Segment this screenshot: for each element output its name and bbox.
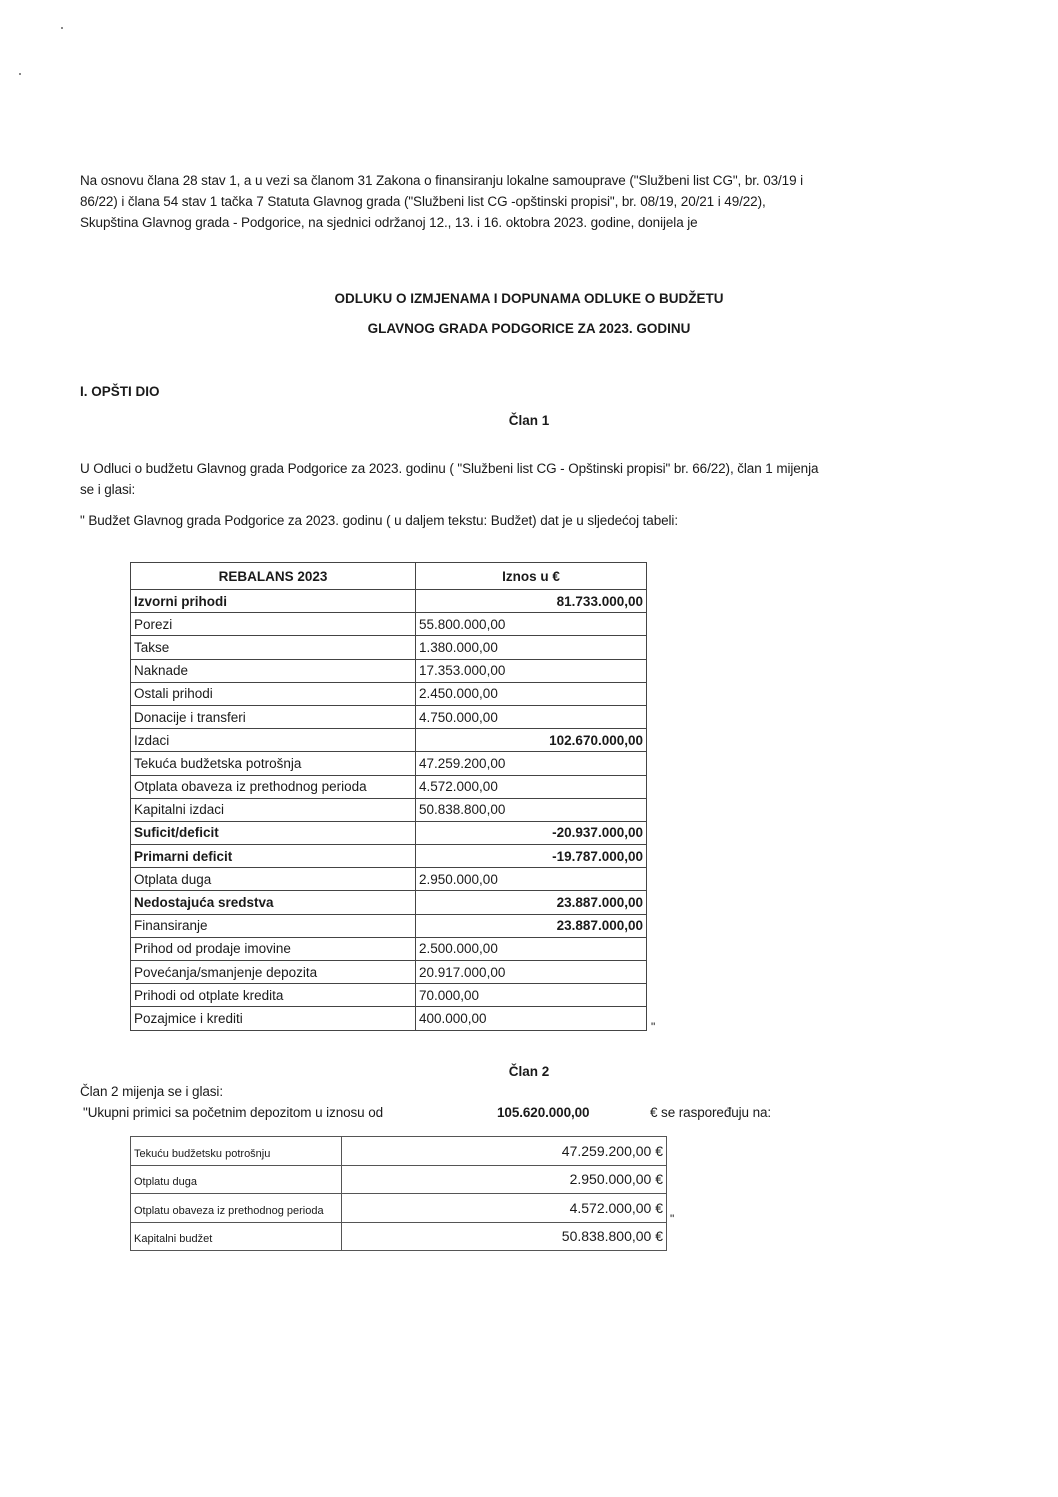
budget-table-row: [131, 752, 647, 775]
article2-amount: 105.620.000,00: [497, 1105, 590, 1120]
row-amount: 23.887.000,00: [416, 914, 647, 937]
row-amount: -19.787.000,00: [416, 845, 647, 868]
row-label: Naknade: [131, 659, 416, 682]
column-header-rebalans: REBALANS 2023: [131, 563, 416, 590]
article1-text-line: se i glasi:: [80, 482, 136, 497]
preamble-line: 86/22) i člana 54 stav 1 tačka 7 Statuta Glavnog grada ("Službeni list CG -opštinski propisi", br. 08/19, 20/21 i 49/22),: [80, 194, 766, 209]
document-title-line2: GLAVNOG GRADA PODGORICE ZA 2023. GODINU: [367, 321, 691, 336]
budget-table-row: [131, 961, 647, 984]
budget-table-row: [131, 914, 647, 937]
row-amount: 50.838.800,00: [416, 798, 647, 821]
row-amount: 400.000,00: [416, 1007, 647, 1030]
row-label: Donacije i transferi: [131, 705, 416, 728]
row-amount: 4.572.000,00: [416, 775, 647, 798]
budget-table-row: [131, 845, 647, 868]
row-amount: 102.670.000,00: [416, 729, 647, 752]
budget-table-row: [131, 705, 647, 728]
row-label: Izdaci: [131, 729, 416, 752]
preamble: [80, 170, 803, 233]
column-header-iznos: Iznos u €: [416, 563, 647, 590]
row-label: Pozajmice i krediti: [131, 1007, 416, 1030]
row-amount: 20.917.000,00: [416, 961, 647, 984]
row-label: Otplata obaveza iz prethodnog perioda: [131, 775, 416, 798]
article1-heading: Član 1: [508, 413, 550, 428]
budget-table-row: [131, 729, 647, 752]
budget-table-row: [131, 937, 647, 960]
row-label: Takse: [131, 636, 416, 659]
article1-text: [80, 458, 818, 500]
article2-text-line1: Član 2 mijenja se i glasi:: [80, 1084, 223, 1099]
row-label: Primarni deficit: [131, 845, 416, 868]
allocation-table-row: [131, 1194, 667, 1223]
scan-speck: [61, 27, 63, 29]
row-amount: 2.450.000,00: [416, 682, 647, 705]
row-amount: -20.937.000,00: [416, 821, 647, 844]
allocation-table-row: [131, 1222, 667, 1251]
article1-text-line: U Odluci o budžetu Glavnog grada Podgorice za 2023. godinu ( "Službeni list CG - Opštinski propisi" br. 66/22), član 1 mijenja: [80, 461, 819, 476]
allocation-label: Otplatu obaveza iz prethodnog perioda: [131, 1194, 342, 1223]
budget-table-row: [131, 659, 647, 682]
article2-text-line2-end: € se raspoređuju na:: [650, 1105, 772, 1120]
budget-table-row: [131, 590, 647, 613]
row-label: Porezi: [131, 613, 416, 636]
budget-table-header: [131, 563, 647, 590]
row-label: Ostali prihodi: [131, 682, 416, 705]
budget-table-row: [131, 821, 647, 844]
budget-table-row: [131, 891, 647, 914]
row-amount: 23.887.000,00: [416, 891, 647, 914]
row-label: Suficit/deficit: [131, 821, 416, 844]
budget-table-row: [131, 775, 647, 798]
row-label: Izvorni prihodi: [131, 590, 416, 613]
row-amount: 81.733.000,00: [416, 590, 647, 613]
allocation-amount: 47.259.200,00 €: [342, 1137, 667, 1166]
row-label: Prihodi od otplate kredita: [131, 984, 416, 1007]
allocation-table: [130, 1136, 667, 1251]
allocation-amount: 50.838.800,00 €: [342, 1222, 667, 1251]
allocation-amount: 2.950.000,00 €: [342, 1165, 667, 1194]
row-amount: 2.500.000,00: [416, 937, 647, 960]
scan-speck: [19, 73, 21, 75]
budget-table-row: [131, 613, 647, 636]
allocation-table-row: [131, 1165, 667, 1194]
row-label: Povećanja/smanjenje depozita: [131, 961, 416, 984]
row-amount: 55.800.000,00: [416, 613, 647, 636]
budget-table-row: [131, 1007, 647, 1030]
row-label: Prihod od prodaje imovine: [131, 937, 416, 960]
row-amount: 4.750.000,00: [416, 705, 647, 728]
section-heading: I. OPŠTI DIO: [80, 384, 160, 399]
row-label: Otplata duga: [131, 868, 416, 891]
allocation-label: Kapitalni budžet: [131, 1222, 342, 1251]
row-label: Kapitalni izdaci: [131, 798, 416, 821]
row-amount: 17.353.000,00: [416, 659, 647, 682]
article2-text-line2-start: "Ukupni primici sa početnim depozitom u iznosu od: [83, 1105, 384, 1120]
closing-quote: ": [670, 1212, 675, 1226]
row-amount: 1.380.000,00: [416, 636, 647, 659]
article1-intro: " Budžet Glavnog grada Podgorice za 2023. godinu ( u daljem tekstu: Budžet) dat je u sljedećoj tabeli:: [80, 513, 678, 528]
row-label: Nedostajuća sredstva: [131, 891, 416, 914]
row-amount: 70.000,00: [416, 984, 647, 1007]
row-amount: 2.950.000,00: [416, 868, 647, 891]
budget-table-row: [131, 798, 647, 821]
article2-heading: Član 2: [508, 1064, 550, 1079]
budget-table-row: [131, 636, 647, 659]
preamble-line: Skupština Glavnog grada - Podgorice, na sjednici održanoj 12., 13. i 16. oktobra 2023. godine, donijela je: [80, 215, 698, 230]
allocation-label: Tekuću budžetsku potrošnju: [131, 1137, 342, 1166]
budget-table: [130, 562, 647, 1031]
document-title-line1: ODLUKU O IZMJENAMA I DOPUNAMA ODLUKE O BUDŽETU: [334, 291, 724, 306]
preamble-line: Na osnovu člana 28 stav 1, a u vezi sa članom 31 Zakona o finansiranju lokalne samouprave ("Službeni list CG", br. 03/19 i: [80, 173, 804, 188]
allocation-amount: 4.572.000,00 €: [342, 1194, 667, 1223]
row-amount: 47.259.200,00: [416, 752, 647, 775]
budget-table-row: [131, 984, 647, 1007]
budget-table-row: [131, 682, 647, 705]
closing-quote: ": [651, 1020, 656, 1034]
allocation-table-row: [131, 1137, 667, 1166]
row-label: Tekuća budžetska potrošnja: [131, 752, 416, 775]
allocation-label: Otplatu duga: [131, 1165, 342, 1194]
row-label: Finansiranje: [131, 914, 416, 937]
budget-table-row: [131, 868, 647, 891]
